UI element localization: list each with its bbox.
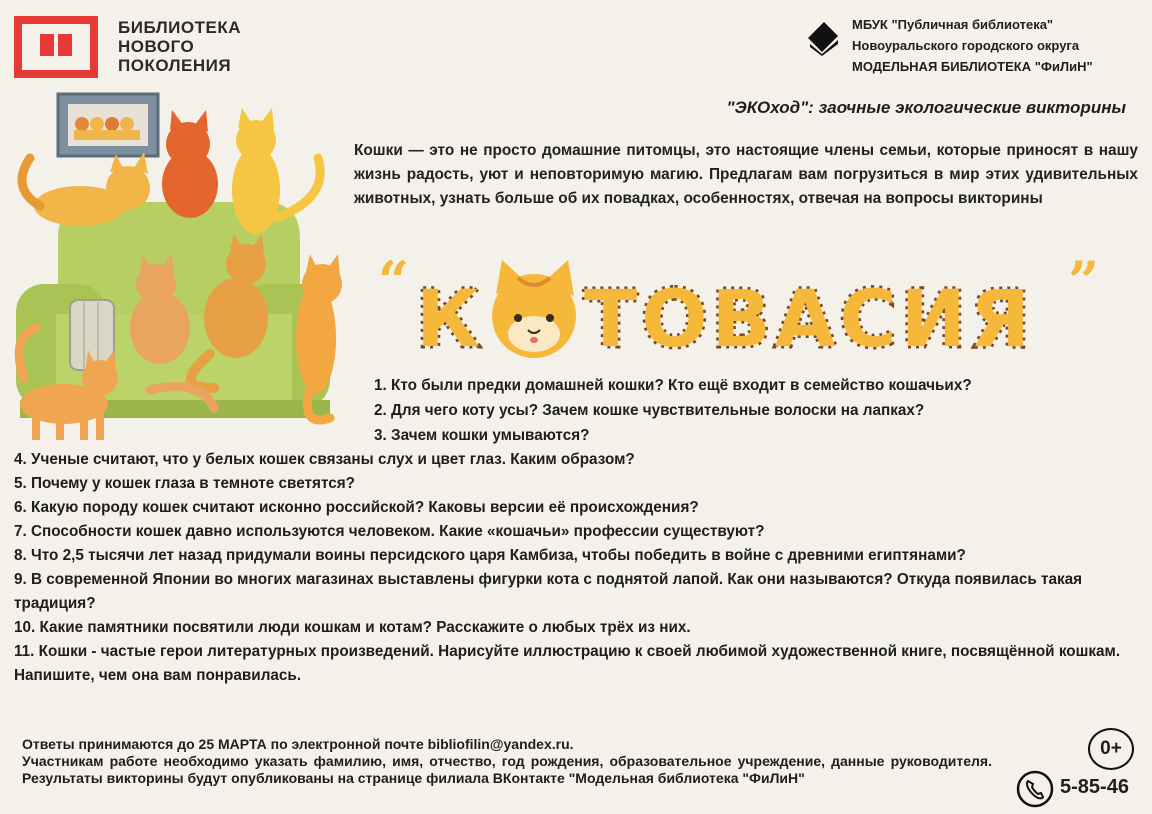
question-item: 5. Почему у кошек глаза в темноте светятся? [14, 475, 356, 492]
cat-yellow-standing [232, 108, 320, 234]
book-stack-icon [806, 20, 840, 56]
book-logo-icon [14, 16, 98, 78]
phone-icon [1016, 770, 1054, 808]
cat-face-letter-icon [492, 260, 576, 358]
intro-paragraph: Кошки — это не просто домашние питомцы, это настоящие члены семьи, которые приносят в нашу жизнь радость, уют и неповторимую магию. Предлагам вам погрузиться в мир этих удивительных животных, узнать больше об их повадках, особенностях, отвечая на вопросы викторины [354, 142, 1138, 207]
title-open-quote: “ [378, 252, 410, 313]
age-rating-badge: 0+ [1088, 728, 1134, 770]
title-letter-k: К [416, 275, 480, 365]
title-close-quote: ” [1068, 252, 1098, 313]
questions-top [374, 373, 972, 448]
question-item: 3. Зачем кошки умываются? [374, 427, 590, 444]
quiz-title [378, 252, 1098, 368]
deadline-line: Ответы принимаются до 25 МАРТА по электронной почте bibliofilin@yandex.ru. [22, 736, 574, 752]
library-logo-text [118, 18, 241, 75]
participant-requirements: Участникам работе необходимо указать фамилию, имя, отчество, год рождения, образовательное учреждение, данные руководителя. Результаты викторины будут опубликованы на странице филиала ВКонтакте "Модельная библиотека "ФиЛиН" [22, 753, 992, 786]
quiz-series-subtitle: "ЭКОход": заочные экологические викторины [726, 98, 1126, 117]
question-item: 11. Кошки - частые герои литературных произведений. Нарисуйте иллюстрацию к своей любимой художественной книге, посвящённой кошкам. Напишите, чем она вам понравилась. [14, 643, 1121, 684]
framed-picture [58, 94, 158, 156]
question-item: 10. Какие памятники посвятили люди кошкам и котам? Расскажите о любых трёх из них. [14, 619, 691, 636]
library-logo [14, 14, 244, 80]
title-rest-letters: ТОВАСИЯ [584, 275, 1034, 365]
logo-line-2: НОВОГО [118, 37, 195, 56]
question-item: 2. Для чего коту усы? Зачем кошке чувствительные волоски на лапках? [374, 402, 925, 419]
question-item: 6. Какую породу кошек считают исконно российской? Каковы версии её происхождения? [14, 499, 699, 516]
questions-main [14, 448, 1138, 688]
cats-on-sofa-illustration [0, 88, 360, 458]
logo-line-3: ПОКОЛЕНИЯ [118, 56, 232, 75]
question-item: 4. Ученые считают, что у белых кошек связаны слух и цвет глаз. Каким образом? [14, 451, 635, 468]
org-line-2: Новоуральского городского округа [852, 38, 1080, 53]
question-item: 1. Кто были предки домашней кошки? Кто ещё входит в семейство кошачьих? [374, 377, 972, 394]
submission-info [22, 736, 992, 787]
org-line-3: МОДЕЛЬНАЯ БИБЛИОТЕКА "ФиЛиН" [852, 59, 1093, 74]
org-line-1: МБУК "Публичная библиотека" [852, 17, 1054, 32]
phone-number: 5-85-46 [1060, 776, 1129, 798]
question-item: 7. Способности кошек давно используются человеком. Какие «кошачьи» профессии существуют? [14, 523, 765, 540]
cat-red-sitting [162, 110, 218, 218]
question-item: 9. В современной Японии во многих магазинах выставлены фигурки кота с поднятой лапой. Как они называются? Откуда появилась такая традиция? [14, 571, 1083, 612]
question-item: 8. Что 2,5 тысячи лет назад придумали воины персидского царя Камбиза, чтобы победить в войне с древними египтянами? [14, 547, 966, 564]
logo-line-1: БИБЛИОТЕКА [118, 18, 241, 37]
